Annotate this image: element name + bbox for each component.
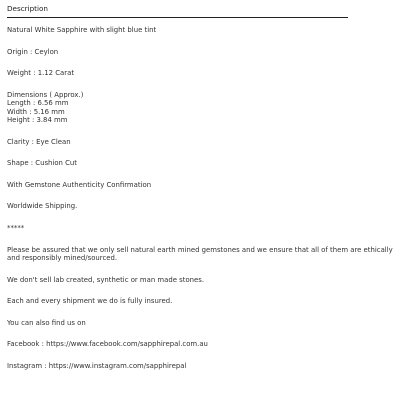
no-lab-line: We don't sell lab created, synthetic or man made stones. (7, 275, 205, 284)
separator-line: ***** (7, 223, 25, 232)
assurance-paragraph: Please be assured that we only sell natural earth mined gemstones and we ensure that all of them are ethically and responsibly mined/sourced. (7, 245, 393, 262)
facebook-line: Facebook : https://www.facebook.com/sapphirepal.com.au (7, 340, 208, 349)
instagram-line: Instagram : https://www.instagram.com/sapphirepal (7, 361, 187, 370)
shipping-line: Worldwide Shipping. (7, 202, 78, 211)
description-tab[interactable] (7, 0, 348, 18)
description-content (7, 26, 395, 384)
insured-line: Each and every shipment we do is fully insured. (7, 297, 173, 306)
find-us-line: You can also find us on (7, 318, 86, 327)
title-line: Natural White Sapphire with slight blue tint (7, 26, 157, 34)
description-tab-label: Description (7, 4, 48, 13)
dimensions-heading: Dimensions ( Approx.) (7, 90, 84, 99)
width-line: Width : 5.16 mm (7, 107, 65, 116)
origin-line: Origin : Ceylon (7, 47, 59, 56)
shape-line: Shape : Cushion Cut (7, 159, 77, 168)
clarity-line: Clarity : Eye Clean (7, 137, 71, 146)
length-line: Length : 6.56 mm (7, 99, 69, 108)
height-line: Height : 3.84 mm (7, 116, 68, 124)
dimensions-block (7, 91, 395, 125)
weight-line: Weight : 1.12 Carat (7, 69, 75, 78)
certificate-line: With Gemstone Authenticity Confirmation (7, 180, 152, 189)
